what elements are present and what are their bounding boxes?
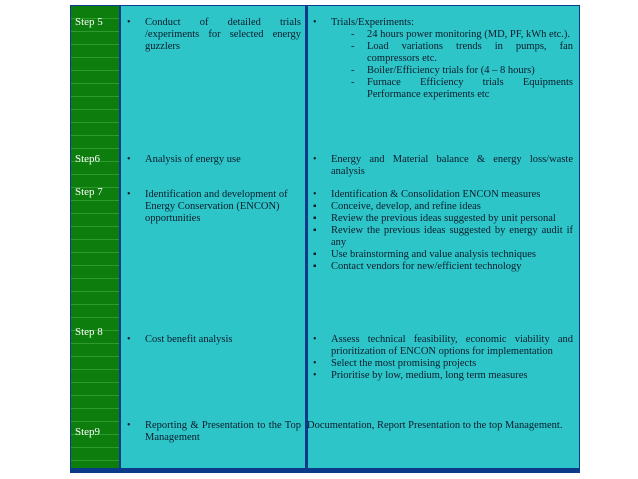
list-item: • Assess technical feasibility, economic viability and prioritization of ENCON options for implementation bbox=[313, 334, 573, 357]
bullet-icon: • bbox=[127, 189, 131, 200]
step-8-action: • Cost benefit analysis bbox=[127, 334, 233, 345]
square-bullet-icon: ▪ bbox=[313, 261, 317, 272]
square-bullet-icon: ▪ bbox=[313, 201, 317, 212]
list-item: - Boiler/Efficiency trials for (4 – 8 hours) bbox=[351, 65, 535, 76]
square-bullet-icon: ▪ bbox=[313, 225, 317, 236]
bullet-icon: • bbox=[313, 358, 317, 369]
step-9-details: Documentation, Report Presentation to the top Management. bbox=[307, 420, 563, 431]
step-6-details: • Energy and Material balance & energy loss/waste analysis bbox=[313, 154, 573, 177]
square-bullet-icon: ▪ bbox=[313, 213, 317, 224]
bullet-icon: • bbox=[127, 154, 131, 165]
step-9-label: Step9 bbox=[75, 426, 101, 438]
list-item: - 24 hours power monitoring (MD, PF, kWh etc.). bbox=[351, 29, 571, 40]
table-bottom-border bbox=[71, 468, 579, 472]
step-6-action: • Analysis of energy use bbox=[127, 154, 241, 165]
column-divider bbox=[120, 6, 121, 472]
bullet-icon: • bbox=[313, 334, 317, 345]
step-5-action: • Conduct of detailed trials /experiments for selected energy guzzlers bbox=[127, 17, 301, 52]
step-8-label: Step 8 bbox=[75, 326, 103, 338]
list-item: • Select the most promising projects bbox=[313, 358, 477, 369]
bullet-icon: • bbox=[313, 370, 317, 381]
square-bullet-icon: ▪ bbox=[313, 249, 317, 260]
step-7-label: Step 7 bbox=[75, 186, 103, 198]
list-item: - Load variations trends in pumps, fan compressors etc. bbox=[351, 41, 573, 64]
step-9-action: • Reporting & Presentation to the Top Management bbox=[127, 420, 301, 443]
list-item: ▪ Conceive, develop, and refine ideas bbox=[313, 201, 481, 212]
list-item: ▪ Use brainstorming and value analysis techniques bbox=[313, 249, 536, 260]
step-6-label: Step6 bbox=[75, 153, 101, 165]
list-item: ▪ Contact vendors for new/efficient technology bbox=[313, 261, 522, 272]
column-divider bbox=[305, 6, 308, 472]
bullet-icon: • bbox=[313, 154, 317, 165]
list-item: • Prioritise by low, medium, long term measures bbox=[313, 370, 528, 381]
list-item: • Identification & Consolidation ENCON measures bbox=[313, 189, 541, 200]
step-5-details: • Trials/Experiments: - 24 hours power monitoring (MD, PF, kWh etc.). - Load variations trends in pumps, fan compressors etc. - Boiler/Efficiency trials for (4 – 8 hours) - Furnace Efficiency trials Equipments Performance experiments etc bbox=[313, 17, 573, 100]
step-7-action: • Identification and development of Energy Conservation (ENCON) opportunities bbox=[127, 189, 288, 224]
list-item: ▪ Review the previous ideas suggested by energy audit if any bbox=[313, 225, 573, 248]
bullet-icon: • bbox=[313, 17, 317, 28]
energy-audit-steps-table bbox=[70, 5, 580, 473]
step-5-label: Step 5 bbox=[75, 16, 103, 28]
bullet-icon: • bbox=[127, 420, 131, 431]
step-7-details bbox=[311, 189, 573, 273]
bullet-icon: • bbox=[313, 189, 317, 200]
step-8-details bbox=[311, 334, 573, 382]
bullet-icon: • bbox=[127, 17, 131, 28]
list-item: ▪ Review the previous ideas suggested by unit personal bbox=[313, 213, 556, 224]
bullet-icon: • bbox=[127, 334, 131, 345]
step-column bbox=[71, 6, 120, 472]
list-item: - Furnace Efficiency trials Equipments Performance experiments etc bbox=[351, 77, 573, 100]
